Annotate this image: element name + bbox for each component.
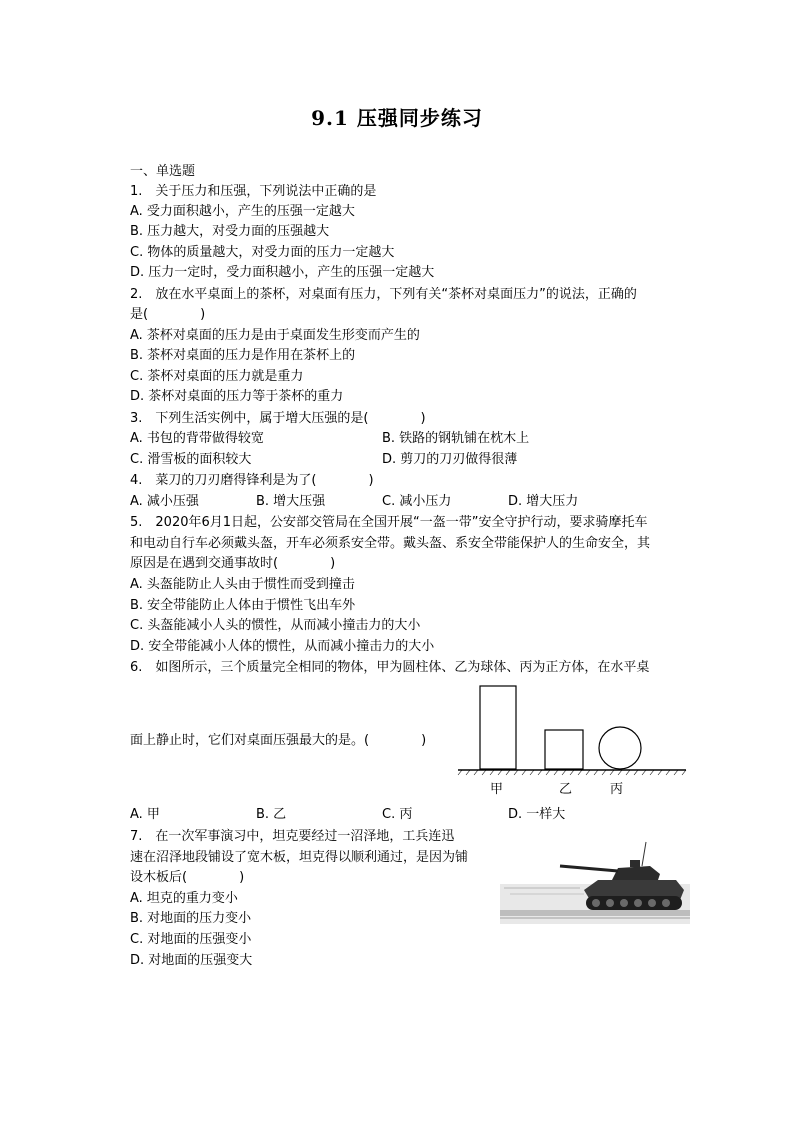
question-6-option-d: D. 一样大 bbox=[508, 807, 566, 822]
question-6-stem-line-1: 6. 如图所示，三个质量完全相同的物体，甲为圆柱体、乙为球体、丙为正方体，在水平桌 bbox=[130, 660, 650, 675]
question-3-option-c: C. 滑雪板的面积较大 bbox=[130, 452, 252, 467]
question-7-stem-line-2: 速在沼泽地段铺设了宽木板，坦克得以顺利通过，是因为铺 bbox=[130, 850, 469, 865]
page-title: 9.1 压强同步练习 bbox=[311, 106, 483, 130]
question-6-figure bbox=[456, 684, 688, 802]
question-5-stem-line-3: 原因是在遇到交通事故时( ) bbox=[130, 556, 336, 571]
question-4-option-b: B. 增大压强 bbox=[256, 494, 326, 509]
question-5-option-c: C. 头盔能减小人头的惯性，从而减小撞击力的大小 bbox=[130, 618, 421, 633]
tank-image bbox=[500, 838, 690, 928]
question-3-options-row-1 bbox=[130, 429, 690, 449]
question-3-stem: 3. 下列生活实例中，属于增大压强的是( ) bbox=[130, 411, 426, 426]
question-5-option-d: D. 安全带能减小人体的惯性，从而减小撞击力的大小 bbox=[130, 639, 435, 654]
question-4-option-c: C. 减小压力 bbox=[382, 494, 452, 509]
tank-photo bbox=[500, 838, 690, 928]
question-2-option-d: D. 茶杯对桌面的压力等于茶杯的重力 bbox=[130, 389, 344, 404]
question-4-options-row bbox=[130, 492, 690, 512]
question-6-stem-line-2: 面上静止时，它们对桌面压强最大的是。( ) bbox=[130, 733, 427, 748]
question-7-option-a: A. 坦克的重力变小 bbox=[130, 891, 238, 906]
question-2-option-c: C. 茶杯对桌面的压力就是重力 bbox=[130, 369, 304, 384]
question-7-option-b: B. 对地面的压力变小 bbox=[130, 911, 252, 926]
shapes-on-table-diagram bbox=[456, 684, 688, 776]
question-5-option-a: A. 头盔能防止人头由于惯性而受到撞击 bbox=[130, 577, 355, 592]
question-6-option-c: C. 丙 bbox=[382, 807, 413, 822]
question-1-option-d: D. 压力一定时，受力面积越小，产生的压强一定越大 bbox=[130, 265, 435, 280]
question-2-option-a: A. 茶杯对桌面的压力是由于桌面发生形变而产生的 bbox=[130, 328, 420, 343]
question-2-option-b: B. 茶杯对桌面的压力是作用在茶杯上的 bbox=[130, 348, 356, 363]
question-3-options-row-2 bbox=[130, 450, 690, 470]
table-hatching bbox=[458, 770, 686, 775]
question-1-stem: 1. 关于压力和压强，下列说法中正确的是 bbox=[130, 184, 377, 199]
question-2-stem-line-2: 是( ) bbox=[130, 307, 206, 322]
question-6-options-row bbox=[130, 805, 690, 825]
figure-label-yi: 乙 bbox=[559, 782, 573, 797]
question-7-stem-line-3: 设木板后( ) bbox=[130, 870, 245, 885]
question-5-option-b: B. 安全带能防止人体由于惯性飞出车外 bbox=[130, 598, 356, 613]
question-2-stem-line-1: 2. 放在水平桌面上的茶杯，对桌面有压力，下列有关“茶杯对桌面压力”的说法，正确的 bbox=[130, 287, 637, 302]
question-7-option-c: C. 对地面的压强变小 bbox=[130, 932, 252, 947]
question-7-stem-line-1: 7. 在一次军事演习中，坦克要经过一沼泽地，工兵连迅 bbox=[130, 829, 455, 844]
question-1-option-b: B. 压力越大，对受力面的压强越大 bbox=[130, 224, 330, 239]
question-4-option-a: A. 减小压强 bbox=[130, 494, 199, 509]
question-7-option-d: D. 对地面的压强变大 bbox=[130, 953, 253, 968]
question-3-option-a: A. 书包的背带做得较宽 bbox=[130, 431, 264, 446]
question-4-stem: 4. 菜刀的刀刃磨得锋利是为了( ) bbox=[130, 473, 374, 488]
sphere-shape bbox=[599, 727, 641, 769]
question-1-option-a: A. 受力面积越小，产生的压强一定越大 bbox=[130, 204, 355, 219]
question-3-option-d: D. 剪刀的刀刃做得很薄 bbox=[382, 452, 518, 467]
question-3-option-b: B. 铁路的钢轨铺在枕木上 bbox=[382, 431, 530, 446]
section-heading: 一、单选题 bbox=[130, 164, 196, 179]
figure-label-bing: 丙 bbox=[610, 782, 624, 797]
question-6-option-b: B. 乙 bbox=[256, 807, 287, 822]
figure-label-jia: 甲 bbox=[490, 782, 504, 797]
question-5-stem-line-1: 5. 2020年6月1日起，公安部交管局在全国开展“一盔一带”安全守护行动，要求骑摩托车 bbox=[130, 515, 648, 530]
cube-shape bbox=[545, 730, 583, 769]
question-6-option-a: A. 甲 bbox=[130, 807, 160, 822]
question-5-stem-line-2: 和电动自行车必须戴头盔，开车必须系安全带。戴头盔、系安全带能保护人的生命安全，其 bbox=[130, 536, 651, 551]
question-1-option-c: C. 物体的质量越大，对受力面的压力一定越大 bbox=[130, 245, 395, 260]
question-4-option-d: D. 增大压力 bbox=[508, 494, 579, 509]
cylinder-shape bbox=[480, 686, 516, 769]
